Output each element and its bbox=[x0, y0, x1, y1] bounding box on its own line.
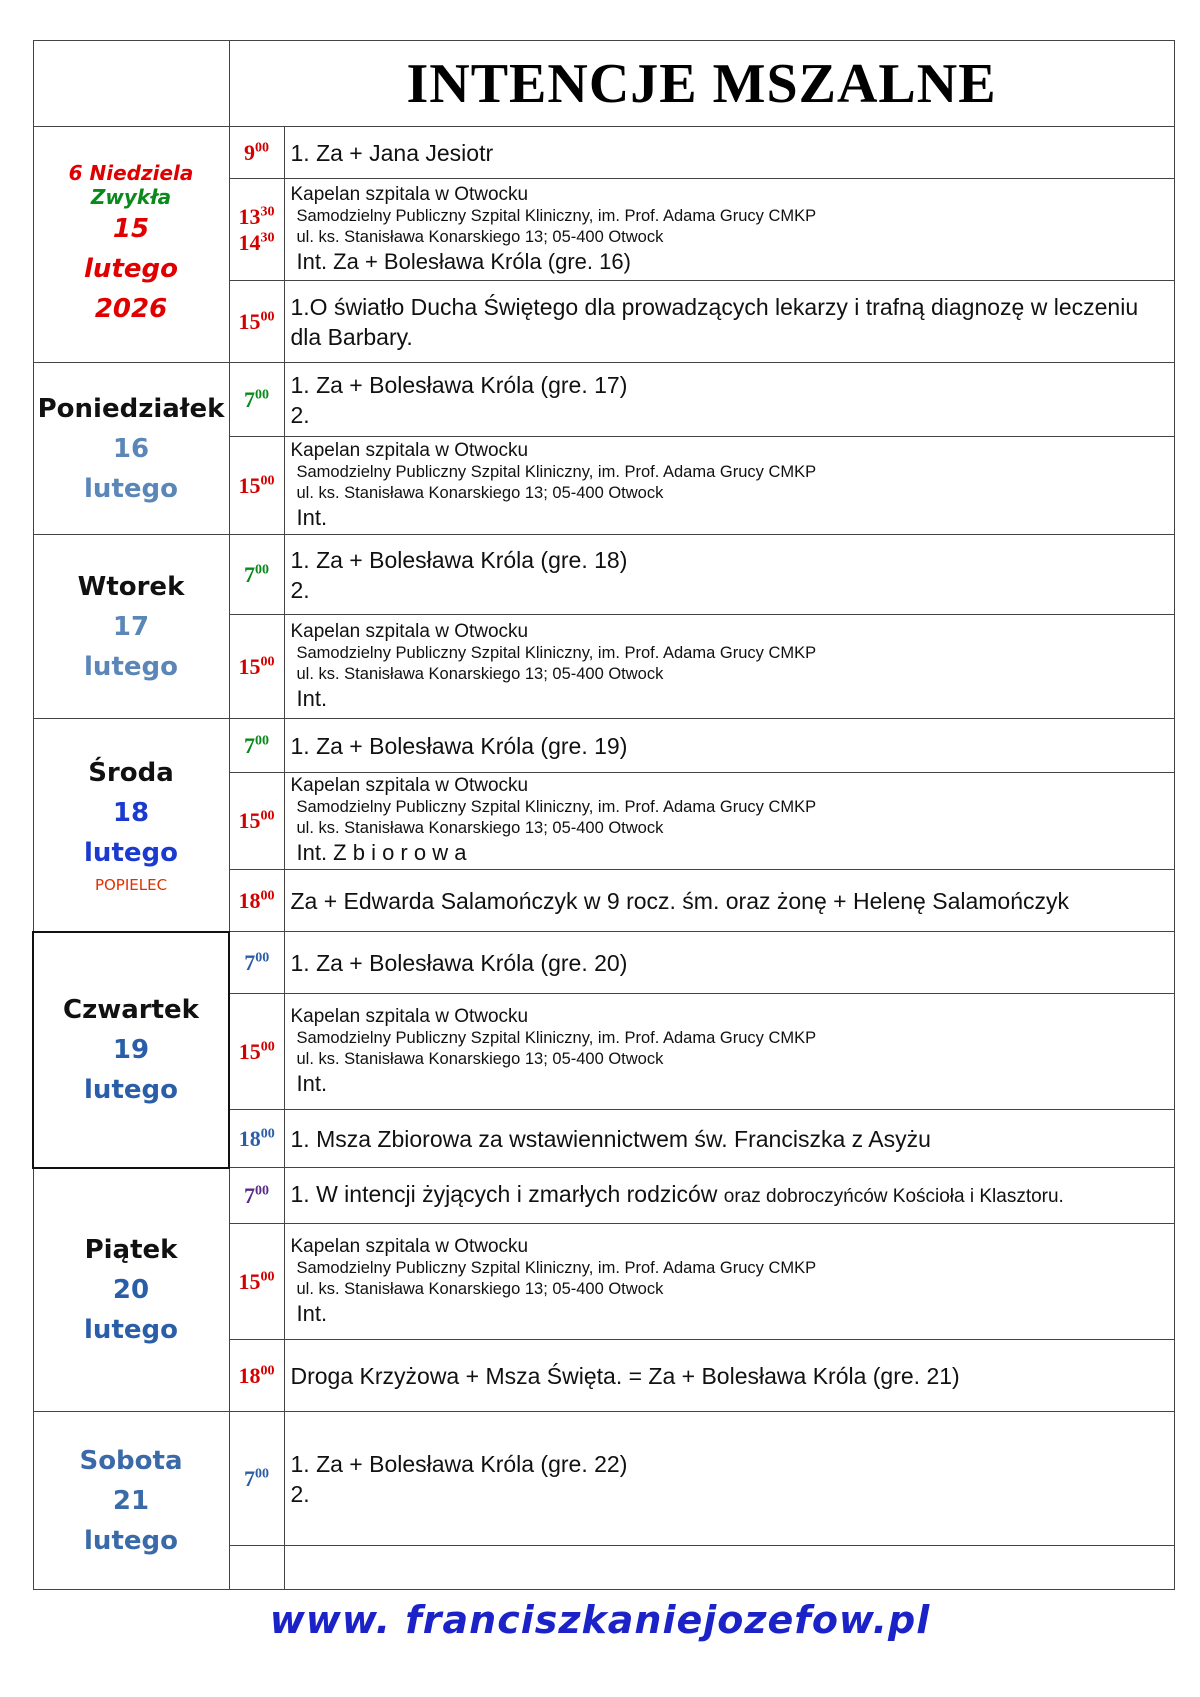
time-hour: 7 bbox=[244, 386, 255, 412]
wednesday-name: Środa bbox=[88, 757, 174, 788]
time-minute: 00 bbox=[255, 140, 269, 156]
empty-intention-cell bbox=[284, 1546, 1174, 1590]
sunday-line1: 6 Niedziela bbox=[68, 160, 194, 185]
time-cell bbox=[229, 773, 284, 870]
time-hour: 18 bbox=[238, 887, 261, 913]
chaplain-title: Kapelan szpitala w Otwocku bbox=[290, 775, 529, 796]
time-hour: 14 bbox=[238, 229, 261, 255]
intention-text: Int. bbox=[296, 685, 328, 711]
time-cell bbox=[229, 932, 284, 994]
time-hour: 15 bbox=[238, 1268, 261, 1294]
time-cell bbox=[229, 1168, 284, 1224]
chaplain-address: ul. ks. Stanisława Konarskiego 13; 05-400 Otwock bbox=[296, 1049, 664, 1068]
time-minute: 00 bbox=[260, 888, 275, 904]
time-cell bbox=[229, 994, 284, 1110]
time-hour: 7 bbox=[244, 1465, 255, 1491]
time-cell bbox=[229, 615, 284, 719]
intention-cell bbox=[284, 870, 1174, 932]
intention-text: 1. Za + Jana Jesiotr bbox=[290, 139, 494, 166]
time-cell bbox=[229, 870, 284, 932]
monday-num: 16 bbox=[112, 433, 150, 464]
website-link[interactable]: www. franciszkaniejozefow.pl bbox=[269, 1598, 931, 1642]
time-cell bbox=[229, 281, 284, 363]
intention-cell bbox=[284, 281, 1174, 363]
time-minute: 30 bbox=[260, 204, 275, 220]
time-hour: 7 bbox=[244, 561, 255, 587]
tuesday-month: lutego bbox=[84, 651, 178, 682]
intention-text: 1.O światło Ducha Świętego dla prowadzących lekarzy i trafną diagnozę w leczeniu dla Barbary. bbox=[290, 293, 1139, 350]
intention-text: Int. Z b i o r o w a bbox=[296, 840, 467, 865]
time-hour: 13 bbox=[238, 203, 261, 229]
chaplain-title: Kapelan szpitala w Otwocku bbox=[290, 1005, 529, 1027]
chaplain-address: ul. ks. Stanisława Konarskiego 13; 05-400 Otwock bbox=[296, 664, 664, 683]
time-hour: 7 bbox=[244, 949, 256, 975]
saturday-num: 21 bbox=[112, 1485, 150, 1516]
friday-num: 20 bbox=[112, 1274, 150, 1305]
intention-cell bbox=[284, 179, 1174, 281]
time-cell bbox=[229, 719, 284, 773]
time-minute: 00 bbox=[260, 1269, 275, 1285]
time-cell bbox=[229, 127, 284, 179]
intention-cell bbox=[284, 437, 1174, 535]
intention-text: 1. Msza Zbiorowa za wstawiennictwem św. Franciszka z Asyżu bbox=[290, 1125, 931, 1152]
wednesday-note: POPIELEC bbox=[94, 875, 168, 894]
time-minute: 00 bbox=[260, 1126, 275, 1142]
empty-time-cell bbox=[229, 1546, 284, 1590]
day-sunday bbox=[33, 127, 229, 363]
chaplain-title: Kapelan szpitala w Otwocku bbox=[290, 620, 529, 642]
intention-line: 2. bbox=[290, 401, 310, 428]
chaplain-title: Kapelan szpitala w Otwocku bbox=[290, 1235, 529, 1257]
sunday-month: lutego bbox=[84, 253, 178, 284]
sunday-line2: Zwykła bbox=[90, 184, 172, 209]
chaplain-hospital: Samodzielny Publiczny Szpital Kliniczny, im. Prof. Adama Grucy CMKP bbox=[296, 1028, 817, 1047]
time-cell bbox=[229, 1110, 284, 1168]
intention-cell bbox=[284, 773, 1174, 870]
time-hour: 9 bbox=[244, 139, 255, 165]
intention-line: 1. Za + Bolesława Króla (gre. 18) bbox=[290, 546, 628, 573]
monday-name: Poniedziałek bbox=[37, 393, 225, 424]
intention-cell bbox=[284, 363, 1174, 437]
day-tuesday bbox=[33, 535, 229, 719]
time-minute: 00 bbox=[255, 950, 270, 966]
time-hour: 15 bbox=[238, 1038, 261, 1064]
saturday-name: Sobota bbox=[79, 1445, 183, 1476]
chaplain-title: Kapelan szpitala w Otwocku bbox=[290, 183, 529, 205]
chaplain-address: ul. ks. Stanisława Konarskiego 13; 05-400 Otwock bbox=[296, 819, 664, 837]
intention-text: 1. W intencji żyjących i zmarłych rodziców bbox=[290, 1181, 718, 1207]
time-hour: 15 bbox=[238, 808, 261, 833]
time-cell bbox=[229, 437, 284, 535]
intention-cell bbox=[284, 1224, 1174, 1340]
intention-cell bbox=[284, 719, 1174, 773]
chaplain-address: ul. ks. Stanisława Konarskiego 13; 05-400 Otwock bbox=[296, 1279, 664, 1298]
time-hour: 15 bbox=[238, 653, 261, 679]
time-cell bbox=[229, 1340, 284, 1412]
time-minute: 00 bbox=[255, 733, 269, 749]
day-wednesday bbox=[33, 719, 229, 932]
time-hour: 7 bbox=[244, 732, 255, 758]
intention-line: 1. Za + Bolesława Króla (gre. 22) bbox=[290, 1450, 628, 1477]
saturday-month: lutego bbox=[84, 1525, 178, 1556]
time-minute: 00 bbox=[255, 1183, 269, 1199]
chaplain-hospital: Samodzielny Publiczny Szpital Kliniczny, im. Prof. Adama Grucy CMKP bbox=[296, 798, 817, 816]
time-minute: 00 bbox=[260, 808, 275, 824]
time-cell bbox=[229, 1412, 284, 1546]
thursday-month: lutego bbox=[84, 1074, 178, 1105]
day-monday bbox=[33, 363, 229, 535]
friday-name: Piątek bbox=[84, 1234, 178, 1265]
intention-cell bbox=[284, 127, 1174, 179]
intention-text: Int. bbox=[296, 1300, 328, 1326]
time-hour: 15 bbox=[238, 472, 261, 498]
intention-cell bbox=[284, 1340, 1174, 1412]
tuesday-num: 17 bbox=[112, 611, 150, 642]
chaplain-address: ul. ks. Stanisława Konarskiego 13; 05-400 Otwock bbox=[296, 227, 664, 246]
time-cell bbox=[229, 1224, 284, 1340]
time-minute: 00 bbox=[260, 1039, 275, 1055]
chaplain-hospital: Samodzielny Publiczny Szpital Kliniczny, im. Prof. Adama Grucy CMKP bbox=[296, 1258, 817, 1277]
intention-line: 1. Za + Bolesława Króla (gre. 17) bbox=[290, 371, 628, 398]
intention-line: 2. bbox=[290, 1480, 310, 1507]
intention-text: 1. Za + Bolesława Króla (gre. 19) bbox=[290, 732, 628, 759]
thursday-name: Czwartek bbox=[63, 994, 199, 1025]
time-cell bbox=[229, 179, 284, 281]
chaplain-address: ul. ks. Stanisława Konarskiego 13; 05-400 Otwock bbox=[296, 483, 664, 502]
header-empty-cell bbox=[33, 41, 229, 127]
time-minute: 00 bbox=[255, 1466, 269, 1482]
sunday-num: 15 bbox=[112, 213, 150, 244]
time-minute: 00 bbox=[255, 387, 269, 403]
sunday-year: 2026 bbox=[94, 293, 168, 324]
time-minute: 00 bbox=[260, 473, 275, 489]
intention-cell bbox=[284, 932, 1174, 994]
day-thursday bbox=[33, 932, 229, 1168]
time-hour: 15 bbox=[238, 308, 261, 334]
chaplain-title: Kapelan szpitala w Otwocku bbox=[290, 439, 529, 461]
time-minute: 00 bbox=[255, 562, 269, 578]
wednesday-month: lutego bbox=[84, 837, 178, 868]
intention-cell bbox=[284, 1110, 1174, 1168]
monday-month: lutego bbox=[84, 473, 178, 504]
intention-cell bbox=[284, 615, 1174, 719]
intention-tail: oraz dobroczyńców Kościoła i Klasztoru. bbox=[723, 1186, 1064, 1207]
intention-text: Za + Edwarda Salamończyk w 9 rocz. śm. oraz żonę + Helenę Salamończyk bbox=[290, 887, 1070, 914]
chaplain-hospital: Samodzielny Publiczny Szpital Kliniczny, im. Prof. Adama Grucy CMKP bbox=[296, 643, 817, 662]
intention-text: Int. bbox=[296, 1070, 328, 1096]
intentions-table bbox=[32, 40, 1175, 1590]
wednesday-num: 18 bbox=[112, 797, 150, 828]
time-hour: 7 bbox=[244, 1182, 255, 1208]
time-hour: 18 bbox=[238, 1125, 261, 1151]
day-friday bbox=[33, 1168, 229, 1412]
intention-text: Int. Za + Bolesława Króla (gre. 16) bbox=[296, 248, 631, 274]
time-minute: 00 bbox=[260, 654, 275, 670]
intention-text: 1. Za + Bolesława Króla (gre. 20) bbox=[290, 949, 628, 976]
intention-cell bbox=[284, 994, 1174, 1110]
time-minute: 00 bbox=[260, 1363, 275, 1379]
intention-text: Droga Krzyżowa + Msza Święta. = Za + Bolesława Króla (gre. 21) bbox=[290, 1362, 960, 1389]
tuesday-name: Wtorek bbox=[77, 571, 185, 602]
chaplain-hospital: Samodzielny Publiczny Szpital Kliniczny, im. Prof. Adama Grucy CMKP bbox=[296, 462, 817, 481]
time-cell bbox=[229, 535, 284, 615]
intention-cell bbox=[284, 1168, 1174, 1224]
thursday-num: 19 bbox=[112, 1034, 150, 1065]
day-saturday bbox=[33, 1412, 229, 1590]
intention-line: 2. bbox=[290, 576, 310, 603]
intention-cell bbox=[284, 1412, 1174, 1546]
page-title: INTENCJE MSZALNE bbox=[229, 41, 1174, 127]
time-cell bbox=[229, 363, 284, 437]
time-hour: 18 bbox=[238, 1362, 261, 1388]
friday-month: lutego bbox=[84, 1314, 178, 1345]
time-minute: 00 bbox=[260, 309, 275, 325]
intention-cell bbox=[284, 535, 1174, 615]
chaplain-hospital: Samodzielny Publiczny Szpital Kliniczny, im. Prof. Adama Grucy CMKP bbox=[296, 206, 817, 225]
intention-text: Int. bbox=[296, 504, 328, 530]
time-minute: 30 bbox=[260, 230, 275, 246]
